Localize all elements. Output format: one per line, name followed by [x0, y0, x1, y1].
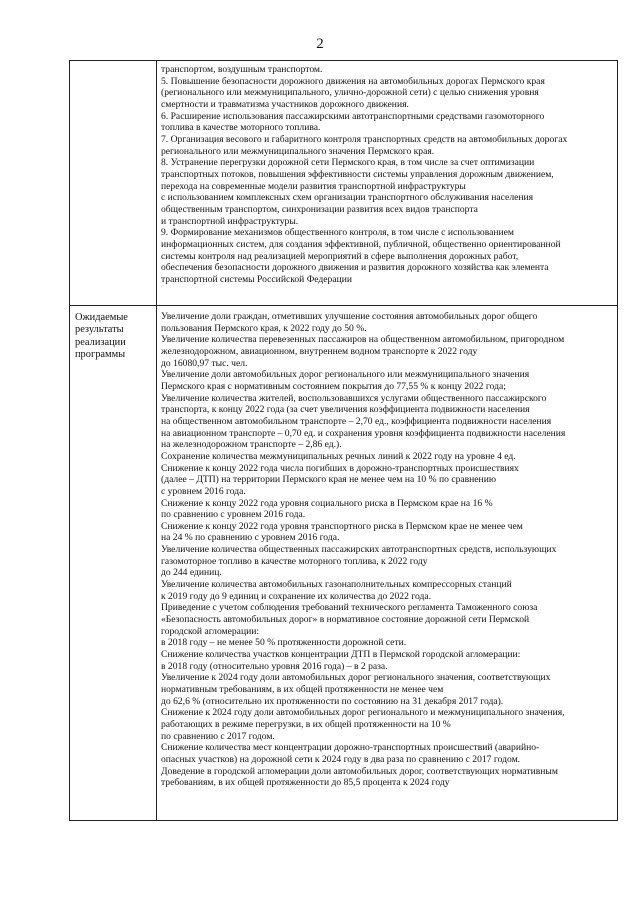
text-line: на авиационном транспорте – 0,70 ед. и сохранения уровня коэффициента подвижности населения	[161, 427, 566, 439]
text-line: работающих в режиме перегрузки, в их общей протяженности на 10 %	[161, 718, 451, 730]
text-line: газомоторное топливо в качестве моторного топлива, к 2022 году	[161, 555, 428, 567]
text-line: опасных участков) на дорожной сети к 2024 году в два раза по сравнению с 2017 годом.	[161, 753, 521, 765]
text-line: требованиям, в их общей протяженности до 85,5 процента к 2024 году	[161, 777, 450, 789]
text-line: Увеличение количества перевезенных пассажиров на общественном автомобильном, пригородном	[161, 334, 565, 346]
page-number: 2	[316, 36, 324, 52]
text-line: по сравнению с 2017 годом.	[161, 730, 275, 742]
text-line: общественным транспортом, синхронизации развития всех видов транспорта	[161, 203, 478, 215]
text-line: 9. Формирование механизмов общественного контроля, в том числе с использованием	[161, 227, 514, 239]
text-line: Снижение к концу 2022 года уровня транспортного риска в Пермском крае не менее чем	[161, 520, 523, 532]
text-line: Снижение к концу 2022 года уровня социального риска в Пермском крае на 16 %	[161, 497, 493, 509]
text-line: перехода на современные модели развития транспортной инфраструктуры	[161, 180, 466, 192]
text-line: системы контроля над реализацией мероприятий в сфере выполнения дорожных работ,	[161, 250, 519, 262]
text-line: до 62,6 % (относительно их протяженности по состоянию на 31 декабря 2017 года).	[161, 695, 504, 707]
text-line: Увеличение доли автомобильных дорог регионального или межмуниципального значения	[161, 369, 530, 381]
text-line: железнодорожном, авиационном, внутреннем водном транспорте к 2022 году	[161, 345, 478, 357]
text-line: топлива в качестве моторного топлива.	[161, 122, 321, 134]
text-line: регионального или межмуниципального значения Пермского края.	[161, 145, 435, 157]
text-line: до 244 единиц.	[161, 567, 222, 579]
label-line: программы	[75, 349, 126, 361]
text-line: транспортом, воздушным транспортом.	[161, 64, 323, 75]
text-line: 7. Организация весового и габаритного контроля транспортных средств на автомобильных дорогах	[161, 133, 568, 145]
text-line: Увеличение количества жителей, воспользовавшихся услугами общественного пассажирского	[161, 392, 547, 404]
text-line: до 16080,97 тыс. чел.	[161, 357, 248, 369]
text-line: по сравнению с уровнем 2016 года.	[161, 509, 306, 521]
text-line: 6. Расширение использования пассажирскими автотранспортными средствами газомоторного	[161, 110, 545, 122]
text-line: Увеличение количества автомобильных газонаполнительных компрессорных станций	[161, 579, 512, 591]
text-line: Увеличение к 2024 году доли автомобильных дорог регионального значения, соответствующих	[161, 672, 551, 684]
text-line: нормативным требованиям, в их общей протяженности не менее чем	[161, 684, 444, 695]
text-line: пользования Пермского края, к 2022 году до 50 %.	[161, 322, 367, 334]
text-line: Снижение к концу 2022 года числа погибших в дорожно-транспортных происшествиях	[161, 462, 519, 474]
text-line: с использованием комплексных схем организации транспортного обслуживания населения	[161, 192, 534, 204]
text-line: с уровнем 2016 года.	[161, 485, 246, 497]
program-table	[69, 60, 618, 821]
text-line: на железнодорожном транспорте – 2,86 ед.).	[161, 439, 342, 451]
text-line: Увеличение количества общественных пассажирских автотранспортных средств, использующих	[161, 544, 557, 556]
text-line: транспортных потоков, повышения эффективности системы управления дорожным движением,	[161, 168, 554, 180]
text-line: (далее – ДТП) на территории Пермского края не менее чем на 10 % по сравнению	[161, 474, 496, 486]
text-line: 5. Повышение безопасности дорожного движения на автомобильных дорогах Пермского края	[161, 75, 545, 87]
text-line: на 24 % по сравнению с уровнем 2016 года.	[161, 532, 340, 544]
text-line: 8. Устранение перегрузки дорожной сети Пермского края, в том числе за счет оптимизации	[161, 157, 535, 169]
text-line: Пермского края с нормативным состоянием покрытия до 77,55 % к концу 2022 года;	[161, 380, 506, 392]
label-line: результаты	[75, 324, 124, 336]
text-line: к 2019 году до 9 единиц и сохранение их количества до 2022 года.	[161, 590, 432, 602]
text-line: транспорта, к концу 2022 года (за счет увеличения коэффициента подвижности населения	[161, 404, 530, 416]
row-divider	[70, 305, 617, 306]
expected-results-label	[75, 312, 128, 362]
text-line: Снижение к 2024 году доли автомобильных дорог регионального и межмуниципального значения,	[161, 707, 565, 719]
text-line: в 2018 году (относительно уровня 2016 года) – в 2 раза.	[161, 660, 388, 672]
text-line: городской агломерации:	[161, 625, 260, 637]
text-line: «Безопасность автомобильных дорог» в нормативное состояние дорожной сети Пермской	[161, 614, 530, 626]
text-line: транспортной системы Российской Федерации	[161, 273, 353, 285]
text-line: Приведение с учетом соблюдения требований технического регламента Таможенного союза	[161, 602, 538, 614]
text-line: Снижение количества мест концентрации дорожно-транспортных происшествий (аварийно-	[161, 742, 540, 754]
text-line: на общественном автомобильном транспорте – 2,70 ед., коэффициента подвижности населения	[161, 415, 552, 427]
label-line: Ожидаемые	[75, 312, 128, 323]
text-line: смертности и травматизма участников дорожного движения.	[161, 98, 409, 110]
text-line: (регионального или межмуниципального, улично-дорожной сети) с целью снижения уровня	[161, 87, 539, 99]
text-line: в 2018 году – не менее 50 % протяженности дорожной сети.	[161, 637, 407, 649]
text-line: Снижение количества участков концентрации ДТП в Пермской городской агломерации:	[161, 649, 521, 661]
tasks-cell	[161, 64, 613, 285]
text-line: информационных систем, для создания эффективной, публичной, общественно ориентированной	[161, 238, 561, 250]
text-line: Сохранение количества межмуниципальных речных линий к 2022 году на уровне 4 ед.	[161, 450, 516, 462]
column-divider	[156, 61, 157, 820]
text-line: обеспечения безопасности дорожного движения и развития дорожного хозяйства как элемента	[161, 262, 549, 274]
text-line: Доведение в городской агломерации доли автомобильных дорог, соответствующих нормативным	[161, 765, 558, 777]
text-line: и транспортной инфраструктуры.	[161, 215, 299, 227]
expected-results-cell	[161, 311, 613, 789]
text-line: Увеличение доли граждан, отметивших улучшение состояния автомобильных дорог общего	[161, 311, 538, 322]
label-line: реализации	[75, 336, 126, 348]
